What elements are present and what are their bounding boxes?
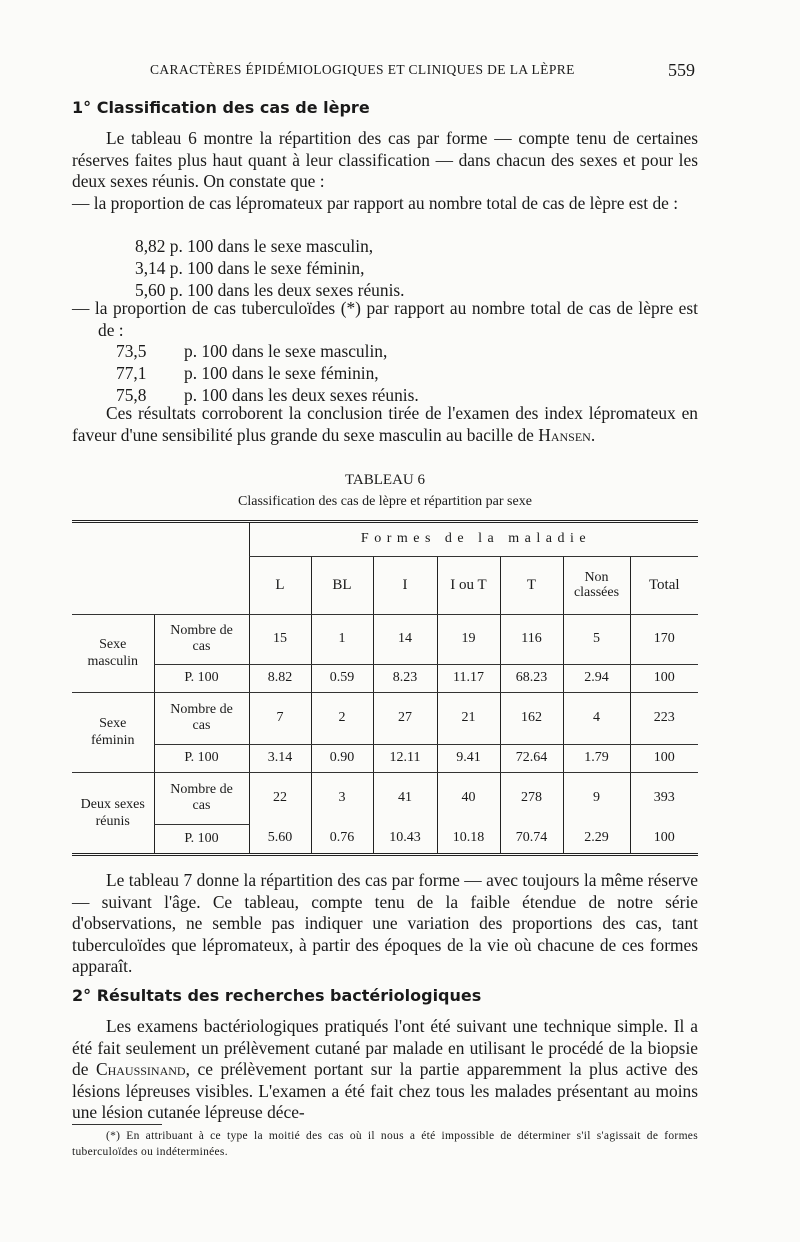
cell: 70.74: [500, 824, 563, 854]
row-label-percent: P. 100: [154, 744, 249, 772]
cell: 9: [563, 772, 630, 824]
cell: 100: [630, 664, 698, 692]
intro-paragraph: Le tableau 6 montre la répartition des cas par forme — compte tenu de certaines réserves faites plus haut quant à leur classification — dans chacun des sexes et pour les deux sexes réunis. On constate que :: [72, 128, 698, 192]
cell: 10.43: [373, 824, 437, 854]
cell: 40: [437, 772, 500, 824]
cell: 14: [373, 614, 437, 664]
group-label-reunis: Deux sexes réunis: [72, 772, 154, 854]
group-label-masculin: Sexe masculin: [72, 614, 154, 692]
cell: 170: [630, 614, 698, 664]
cell: 5.60: [249, 824, 311, 854]
cell: 15: [249, 614, 311, 664]
running-title: CARACTÈRES ÉPIDÉMIOLOGIQUES ET CLINIQUES DE LA LÈPRE: [150, 62, 575, 77]
cell: 10.18: [437, 824, 500, 854]
cell: 2: [311, 692, 373, 744]
col-header-bl: BL: [311, 556, 373, 614]
tuber-line-reunis: 75,8 p. 100 dans les deux sexes réunis.: [116, 385, 419, 405]
row-label-nombre: Nombre de cas: [154, 772, 249, 824]
cell: 100: [630, 744, 698, 772]
bacteriology-paragraph: Les examens bactériologiques pratiqués l'ont été suivant une technique simple. Il a été fait seulement un prélèvement cutané par malade en utilisant le procédé de la biopsie de Chaussinand, ce prélèvement portant sur la partie apparemment la plus active des lésions lépreuses visibles. L'examen a été fait chez tous les malades présentant au moins une lésion cutanée lépreuse déce-: [72, 1016, 698, 1123]
tuber-line-feminin: 77,1 p. 100 dans le sexe féminin,: [116, 363, 379, 383]
conclusion-paragraph: Ces résultats corroborent la conclusion tirée de l'examen des index lépromateux en faveur d'une sensibilité plus grande du sexe masculin au bacille de Hansen.: [72, 403, 698, 445]
cell: 2.94: [563, 664, 630, 692]
forms-group-header: F o r m e s d e l a m a l a d i e: [249, 523, 698, 556]
row-label-nombre: Nombre de cas: [154, 614, 249, 664]
page-number: 559: [668, 60, 695, 80]
lepro-line-masculin: 8,82 p. 100 dans le sexe masculin,: [135, 236, 374, 256]
footnote-rule: [72, 1124, 162, 1125]
cell: 0.76: [311, 824, 373, 854]
cell: 22: [249, 772, 311, 824]
row-label-percent: P. 100: [154, 824, 249, 854]
tuber-line-masculin: 73,5 p. 100 dans le sexe masculin,: [116, 341, 388, 361]
table-caption: Classification des cas de lèpre et répartition par sexe: [238, 494, 532, 509]
cell: 2.29: [563, 824, 630, 854]
cell: 7: [249, 692, 311, 744]
col-header-total: Total: [630, 556, 698, 614]
cell: 19: [437, 614, 500, 664]
footnote: (*) En attribuant à ce type la moitié des cas où il nous a été impossible de déterminer s'il s'agissait de formes tuberculoïdes ou indéterminées.: [72, 1130, 698, 1158]
cell: 8.82: [249, 664, 311, 692]
table-title: TABLEAU 6: [344, 472, 426, 488]
chaussinand-name: Chaussinand,: [95, 1059, 190, 1080]
lepro-line-feminin: 3,14 p. 100 dans le sexe féminin,: [135, 258, 365, 278]
cell: 11.17: [437, 664, 500, 692]
cell: 9.41: [437, 744, 500, 772]
tuberculoid-intro: — la proportion de cas tuberculoïdes (*) par rapport au nombre total de cas de lèpre est de :: [72, 298, 698, 340]
table7-paragraph: Le tableau 7 donne la répartition des cas par forme — avec toujours la même réserve — suivant l'âge. Ce tableau, compte tenu de la faible étendue de notre série d'observations, ne semble pas indiquer une variation des proportions des cas, tant tuberculoïdes que lépromateux, à partir des époques de la vie où chacune de ces formes apparaît.: [72, 870, 698, 977]
cell: 1.79: [563, 744, 630, 772]
cell: 3.14: [249, 744, 311, 772]
cell: 3: [311, 772, 373, 824]
cell: 393: [630, 772, 698, 824]
cell: 1: [311, 614, 373, 664]
cell: 72.64: [500, 744, 563, 772]
cell: 0.59: [311, 664, 373, 692]
row-label-nombre: Nombre de cas: [154, 692, 249, 744]
cell: 5: [563, 614, 630, 664]
cell: 68.23: [500, 664, 563, 692]
col-header-i-ou-t: I ou T: [437, 556, 500, 614]
col-header-i: I: [373, 556, 437, 614]
cell: 100: [630, 824, 698, 854]
header-spacer: [72, 523, 249, 556]
group-label-feminin: Sexe féminin: [72, 692, 154, 772]
cell: 223: [630, 692, 698, 744]
table-6: [72, 520, 698, 856]
row-label-percent: P. 100: [154, 664, 249, 692]
cell: 12.11: [373, 744, 437, 772]
section-2-heading: 2° Résultats des recherches bactériologiques: [72, 986, 482, 1005]
cell: 41: [373, 772, 437, 824]
lepro-line-reunis: 5,60 p. 100 dans les deux sexes réunis.: [135, 280, 405, 300]
cell: 162: [500, 692, 563, 744]
cell: 0.90: [311, 744, 373, 772]
hansen-name: Hansen.: [538, 424, 596, 445]
col-header-t: T: [500, 556, 563, 614]
section-1-heading: 1° Classification des cas de lèpre: [72, 98, 370, 117]
cell: 4: [563, 692, 630, 744]
header-blank: [72, 556, 249, 614]
cell: 116: [500, 614, 563, 664]
cell: 21: [437, 692, 500, 744]
lepromatous-intro: — la proportion de cas lépromateux par rapport au nombre total de cas de lèpre est de :: [72, 193, 679, 213]
cell: 27: [373, 692, 437, 744]
col-header-non-classees: Non classées: [563, 556, 630, 614]
cell: 8.23: [373, 664, 437, 692]
cell: 278: [500, 772, 563, 824]
col-header-l: L: [249, 556, 311, 614]
